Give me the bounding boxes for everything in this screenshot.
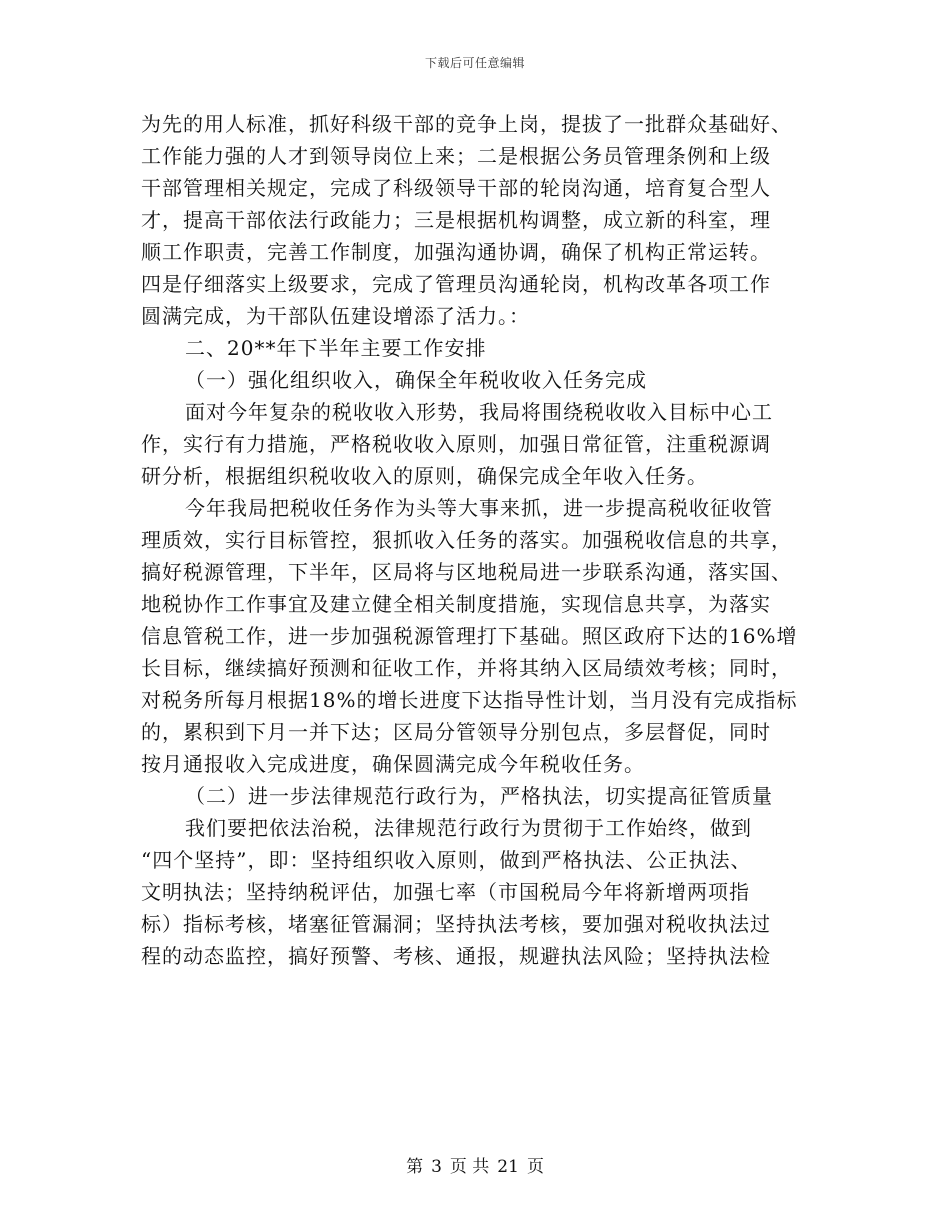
text-line: 搞好税源管理，下半年，区局将与区地税局进一步联系沟通，落实国、	[141, 560, 792, 584]
page-footer	[0, 1152, 950, 1177]
text-line: （一）强化组织收入，确保全年税收收入任务完成	[185, 368, 647, 392]
page-header: 下载后可任意编辑	[424, 56, 525, 70]
text-line: 圆满完成，为干部队伍建设增添了活力。：	[141, 304, 530, 328]
text-line: 研分析，根据组织税收收入的原则，确保完成全年收入任务。	[141, 464, 708, 488]
text-line: 干部管理相关规定，完成了科级领导干部的轮岗沟通，培育复合型人	[141, 176, 771, 200]
text-line: 理质效，实行目标管控，狠抓收入任务的落实。加强税收信息的共享，	[141, 528, 792, 552]
text-line: 信息管税工作，进一步加强税源管理打下基础。照区政府下达的16%增	[141, 624, 798, 648]
text-line: 作，实行有力措施，严格税收收入原则，加强日常征管，注重税源调	[141, 432, 771, 456]
text-line: 四是仔细落实上级要求，完成了管理员沟通轮岗，机构改革各项工作	[141, 272, 771, 296]
footer-prefix: 第	[406, 1157, 424, 1177]
footer-page-number: 3	[431, 1157, 442, 1177]
text-line: 文明执法；坚持纳税评估，加强七率（市国税局今年将新增两项指	[141, 880, 750, 904]
text-line: 今年我局把税收任务作为头等大事来抓，进一步提高税收征收管	[185, 496, 773, 520]
text-line: 才，提高干部依法行政能力；三是根据机构调整，成立新的科室，理	[141, 208, 771, 232]
text-line: 地税协作工作事宜及建立健全相关制度措施，实现信息共享，为落实	[141, 592, 771, 616]
text-line: （二）进一步法律规范行政行为，严格执法，切实提高征管质量	[185, 784, 773, 808]
text-line: 程的动态监控，搞好预警、考核、通报，规避执法风险；坚持执法检	[141, 944, 771, 968]
text-line: 对税务所每月根据18%的增长进度下达指导性计划，当月没有完成指标	[141, 688, 798, 712]
footer-suffix: 页	[526, 1157, 544, 1177]
text-line: 工作能力强的人才到领导岗位上来；二是根据公务员管理条例和上级	[141, 144, 771, 168]
text-line: 按月通报收入完成进度，确保圆满完成今年税收任务。	[141, 752, 645, 776]
text-line: 二、20**年下半年主要工作安排	[185, 336, 487, 360]
text-line: 标）指标考核，堵塞征管漏洞；坚持执法考核，要加强对税收执法过	[141, 912, 771, 936]
text-line: 我们要把依法治税，法律规范行政行为贯彻于工作始终，做到	[185, 816, 752, 840]
text-line: 为先的用人标准，抓好科级干部的竞争上岗，提拔了一批群众基础好、	[141, 112, 792, 136]
text-line: “四个坚持”，即：坚持组织收入原则，做到严格执法、公正执法、	[141, 848, 752, 872]
text-line: 长目标，继续搞好预测和征收工作，并将其纳入区局绩效考核；同时，	[141, 656, 792, 680]
text-line: 面对今年复杂的税收收入形势，我局将围绕税收收入目标中心工	[185, 400, 773, 424]
text-line: 顺工作职责，完善工作制度，加强沟通协调，确保了机构正常运转。	[141, 240, 771, 264]
footer-middle: 页 共	[449, 1157, 490, 1177]
footer-total-pages: 21	[497, 1157, 519, 1177]
document-body	[141, 108, 821, 972]
text-line: 的，累积到下月一并下达；区局分管领导分别包点，多层督促，同时	[141, 720, 771, 744]
